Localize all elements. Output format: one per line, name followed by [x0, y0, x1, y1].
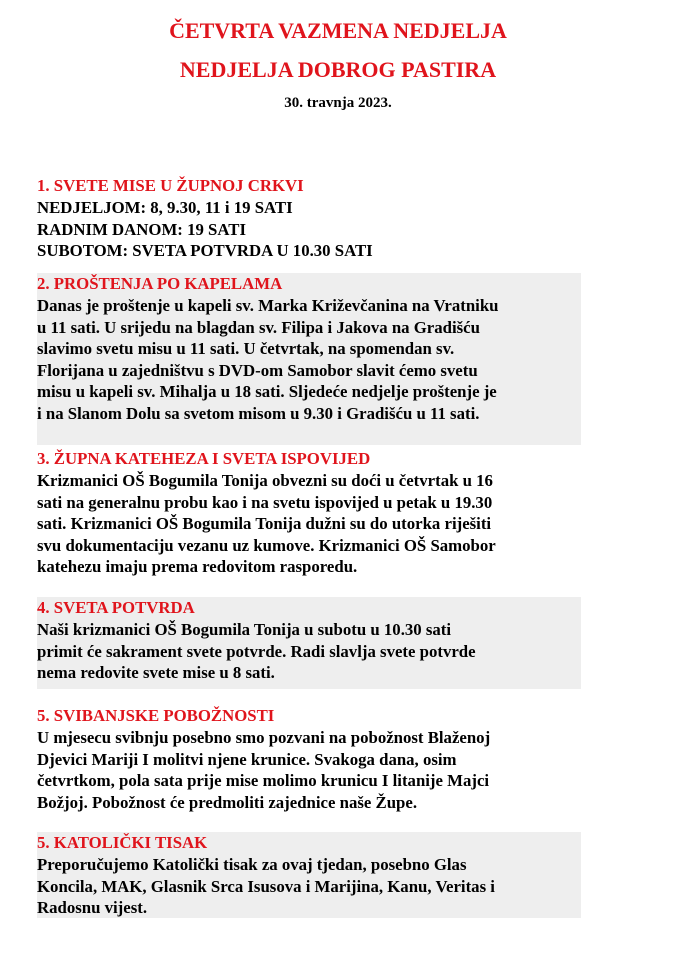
section-confirmation	[37, 597, 581, 689]
body-line: SUBOTOM: SVETA POTVRDA U 10.30 SATI	[37, 241, 373, 260]
body-line: Preporučujemo Katolički tisak za ovaj tjedan, posebno Glas	[37, 855, 467, 874]
body-line: primit će sakrament svete potvrde. Radi slavlja svete potvrde	[37, 641, 476, 661]
section-heading: 5. SVIBANJSKE POBOŽNOSTI	[37, 706, 275, 725]
body-line: sati na generalnu probu kao i na svetu ispovijed u petak u 19.30	[37, 492, 493, 512]
body-line: Krizmanici OŠ Bogumila Tonija obvezni su doći u četvrtak u 16	[37, 471, 493, 490]
body-line: u 11 sati. U srijedu na blagdan sv. Filipa i Jakova na Gradišću	[37, 317, 480, 337]
section-body	[37, 854, 581, 919]
section-body	[37, 619, 581, 684]
section-catholic-press	[37, 832, 581, 918]
section-catechesis	[37, 448, 581, 578]
section-heading: 2. PROŠTENJA PO KAPELAMA	[37, 274, 283, 293]
body-line: sati. Krizmanici OŠ Bogumila Tonija dužni su do utorka riješiti	[37, 514, 492, 533]
body-line: svu dokumentaciju vezanu uz kumove. Krizmanici OŠ Samobor	[37, 535, 496, 555]
section-heading: 4. SVETA POTVRDA	[37, 598, 195, 617]
body-line: U mjesecu svibnju posebno smo pozvani na pobožnost Blaženoj	[37, 728, 491, 747]
section-heading: 3. ŽUPNA KATEHEZA I SVETA ISPOVIJED	[37, 449, 371, 468]
section-chapels	[37, 273, 581, 445]
section-body	[37, 470, 581, 578]
body-line: RADNIM DANOM: 19 SATI	[37, 219, 246, 239]
body-line: NEDJELJOM: 8, 9.30, 11 i 19 SATI	[37, 198, 293, 217]
section-heading: 5. KATOLIČKI TISAK	[37, 833, 208, 852]
body-line: Danas je proštenje u kapeli sv. Marka Križevčanina na Vratniku	[37, 296, 499, 315]
body-line: nema redovite svete mise u 8 sati.	[37, 663, 275, 682]
body-line: slavimo svetu misu u 11 sati. U četvrtak, na spomendan sv.	[37, 339, 455, 358]
date-line: 30. travnja 2023.	[284, 95, 392, 111]
section-body	[37, 197, 581, 262]
body-line: četvrtkom, pola sata prije mise molimo krunicu I litanije Majci	[37, 771, 490, 790]
body-line: Božjoj. Pobožnost će predmoliti zajednice naše Župe.	[37, 792, 418, 812]
section-mass-schedule	[37, 175, 581, 262]
body-line: Djevici Mariji I molitvi njene krunice. Svakoga dana, osim	[37, 749, 457, 769]
body-line: i na Slanom Dolu sa svetom misom u 9.30 i Gradišću u 11 sati.	[37, 403, 480, 423]
section-heading: 1. SVETE MISE U ŽUPNOJ CRKVI	[37, 176, 304, 195]
body-line: katehezu imaju prema redovitom rasporedu.	[37, 557, 358, 576]
body-line: Radosnu vijest.	[37, 898, 148, 917]
body-line: Naši krizmanici OŠ Bogumila Tonija u subotu u 10.30 sati	[37, 620, 452, 639]
page-title: ČETVRTA VAZMENA NEDJELJA	[169, 18, 507, 43]
page-subtitle: NEDJELJA DOBROG PASTIRA	[179, 57, 497, 82]
section-body	[37, 727, 581, 813]
body-line: Florijana u zajedništvu s DVD-om Samobor slavit ćemo svetu	[37, 360, 478, 380]
body-line: misu u kapeli sv. Mihalja u 18 sati. Sljedeće nedjelje proštenje je	[37, 382, 497, 401]
section-body	[37, 295, 581, 424]
section-may-devotions	[37, 705, 581, 813]
body-line: Koncila, MAK, Glasnik Srca Isusova i Marijina, Kanu, Veritas i	[37, 876, 495, 896]
